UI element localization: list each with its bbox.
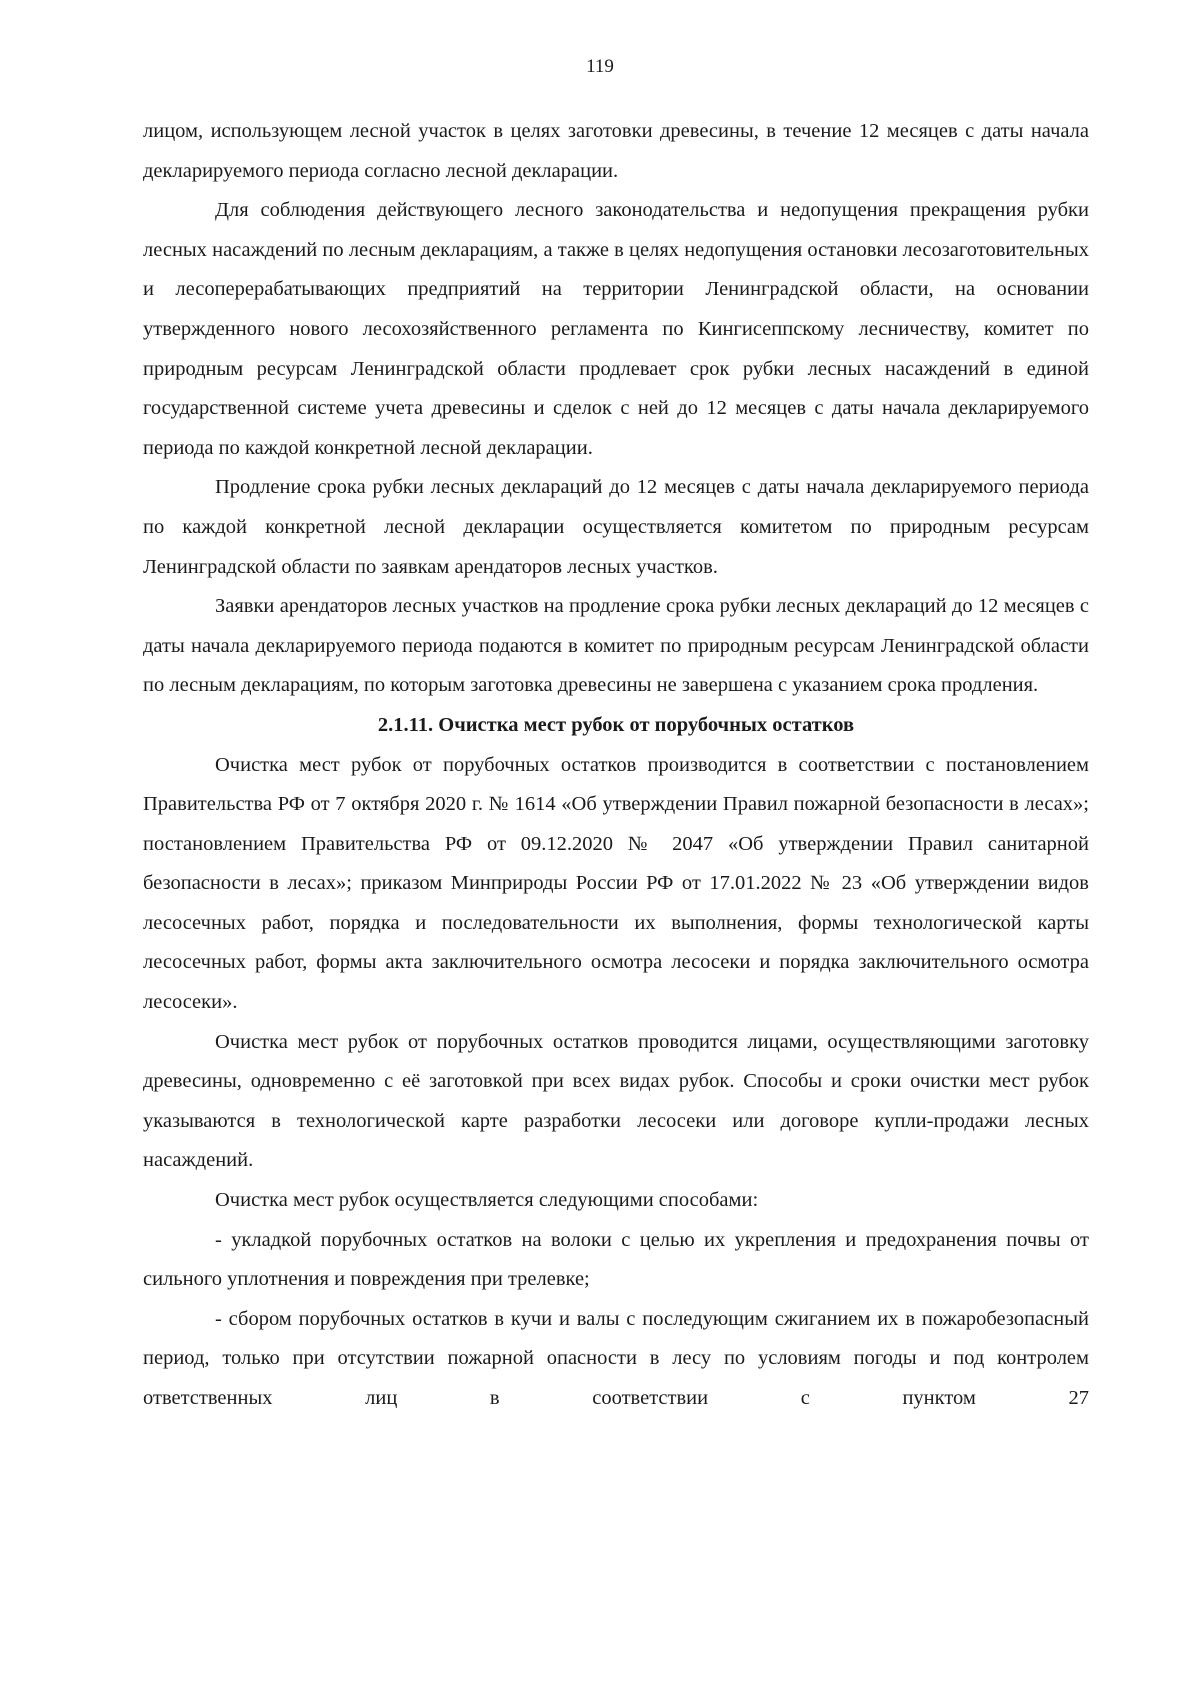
paragraph: Очистка мест рубок от порубочных остатков производится в соответствии с постановлением Правительства РФ от 7 октября 2020 г. № 1614 «Об утверждении Правил пожарной безопасности в лесах»; постановлением Правительства РФ от 09.12.2020 № 2047 «Об утверждении Правил санитарной безопасности в лесах»; приказом Минприроды России РФ от 17.01.2022 № 23 «Об утверждении видов лесосечных работ, порядка и последовательности их выполнения, формы технологической карты лесосечных работ, формы акта заключительного осмотра лесосеки и порядка заключительного осмотра лесосеки». <box>143 753 1089 1014</box>
paragraph: Продление срока рубки лесных деклараций до 12 месяцев с даты начала декларируемого периода по каждой конкретной лесной декларации осуществляется комитетом по природным ресурсам Ленинградской области по заявкам арендаторов лесных участков. <box>143 476 1089 578</box>
paragraph: Очистка мест рубок осуществляется следующими способами: <box>215 1189 759 1212</box>
paragraph: Очистка мест рубок от порубочных остатков проводится лицами, осуществляющими заготовку древесины, одновременно с её заготовкой при всех видах рубок. Способы и сроки очистки мест рубок указываются в технологической карте разработки лесосеки или договоре купли-продажи лесных насаждений. <box>143 1030 1089 1172</box>
paragraph: Заявки арендаторов лесных участков на продление срока рубки лесных деклараций до 12 месяцев с даты начала декларируемого периода подаются в комитет по природным ресурсам Ленинградской области по лесным декларациям, по которым заготовка древесины не завершена с указанием срока продления. <box>143 595 1089 697</box>
list-item: - укладкой порубочных остатков на волоки с целью их укрепления и предохранения почвы от сильного уплотнения и повреждения при трелевке; <box>143 1228 1089 1291</box>
page-number: 119 <box>586 56 614 77</box>
paragraph: Для соблюдения действующего лесного законодательства и недопущения прекращения рубки лесных насаждений по лесным декларациям, а также в целях недопущения остановки лесозаготовительных и лесоперерабатывающих предприятий на территории Ленинградской области, на основании утвержденного нового лесохозяйственного регламента по Кингисеппскому лесничеству, комитет по природным ресурсам Ленинградской области продлевает срок рубки лесных насаждений в единой государственной системе учета древесины и сделок с ней до 12 месяцев с даты начала декларируемого периода по каждой конкретной лесной декларации. <box>143 199 1089 459</box>
paragraph-continuation: лицом, использующем лесной участок в целях заготовки древесины, в течение 12 месяцев с даты начала декларируемого периода согласно лесной декларации. <box>143 120 1089 182</box>
section-heading: 2.1.11. Очистка мест рубок от порубочных остатков <box>377 713 855 736</box>
list-item: - сбором порубочных остатков в кучи и валы с последующим сжиганием их в пожаробезопасный период, только при отсутствии пожарной опасности в лесу по условиям погоды и под контролем ответственных лиц в соответствии с пунктом 27 <box>143 1307 1089 1409</box>
document-body <box>143 112 1089 1419</box>
